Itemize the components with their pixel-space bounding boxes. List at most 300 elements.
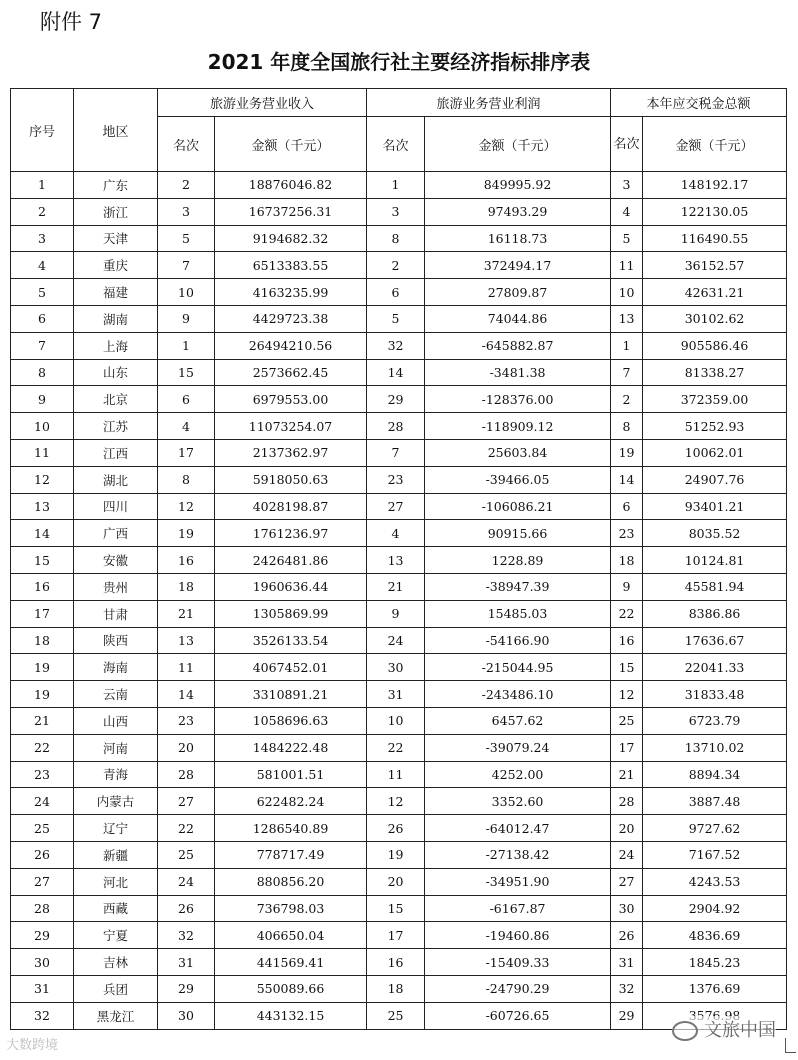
cell-seq: 4 (11, 252, 74, 279)
cell-rev-rank: 20 (158, 734, 215, 761)
cell-tax-amount: 4836.69 (643, 922, 787, 949)
cell-rev-rank: 31 (158, 949, 215, 976)
cell-rev-rank: 16 (158, 547, 215, 574)
header-revenue-rank: 名次 (158, 117, 215, 172)
cell-seq: 1 (11, 172, 74, 199)
cell-profit-amount: -6167.87 (425, 895, 611, 922)
cell-rev-amount: 581001.51 (215, 761, 367, 788)
cell-profit-amount: -64012.47 (425, 815, 611, 842)
cell-tax-amount: 9727.62 (643, 815, 787, 842)
cell-seq: 16 (11, 573, 74, 600)
cell-region: 海南 (74, 654, 158, 681)
cell-region: 四川 (74, 493, 158, 520)
cell-profit-amount: -3481.38 (425, 359, 611, 386)
cell-tax-amount: 6723.79 (643, 707, 787, 734)
cell-rev-rank: 9 (158, 305, 215, 332)
cell-region: 山东 (74, 359, 158, 386)
cell-region: 青海 (74, 761, 158, 788)
cell-tax-rank: 4 (611, 198, 643, 225)
cell-seq: 19 (11, 681, 74, 708)
cell-profit-amount: 6457.62 (425, 707, 611, 734)
cell-tax-rank: 17 (611, 734, 643, 761)
cell-profit-amount: 74044.86 (425, 305, 611, 332)
table-row (11, 761, 787, 788)
cell-profit-rank: 7 (367, 439, 425, 466)
cell-profit-amount: -128376.00 (425, 386, 611, 413)
cell-seq: 29 (11, 922, 74, 949)
cell-seq: 2 (11, 198, 74, 225)
cell-seq: 24 (11, 788, 74, 815)
cell-rev-amount: 3526133.54 (215, 627, 367, 654)
watermark-left: 大数跨境 (6, 1038, 59, 1053)
cell-seq: 5 (11, 279, 74, 306)
cell-profit-rank: 10 (367, 707, 425, 734)
cell-tax-amount: 8386.86 (643, 600, 787, 627)
cell-tax-amount: 122130.05 (643, 198, 787, 225)
corner-mark (785, 1038, 796, 1053)
table-row (11, 198, 787, 225)
cell-rev-amount: 406650.04 (215, 922, 367, 949)
table-row (11, 788, 787, 815)
cell-profit-rank: 18 (367, 975, 425, 1002)
cell-tax-rank: 9 (611, 573, 643, 600)
table-row (11, 734, 787, 761)
cell-rev-amount: 441569.41 (215, 949, 367, 976)
table-row (11, 975, 787, 1002)
cell-profit-rank: 22 (367, 734, 425, 761)
cell-profit-rank: 14 (367, 359, 425, 386)
cell-seq: 30 (11, 949, 74, 976)
table-row (11, 466, 787, 493)
cell-region: 江苏 (74, 413, 158, 440)
cell-profit-rank: 29 (367, 386, 425, 413)
cell-tax-rank: 6 (611, 493, 643, 520)
cell-rev-rank: 12 (158, 493, 215, 520)
table-row (11, 627, 787, 654)
cell-profit-rank: 24 (367, 627, 425, 654)
cell-tax-amount: 93401.21 (643, 493, 787, 520)
cell-profit-amount: -118909.12 (425, 413, 611, 440)
cell-rev-amount: 2573662.45 (215, 359, 367, 386)
table-row (11, 305, 787, 332)
cell-tax-amount: 4243.53 (643, 868, 787, 895)
cell-seq: 19 (11, 654, 74, 681)
cell-rev-rank: 29 (158, 975, 215, 1002)
header-region: 地区 (74, 89, 158, 172)
cell-profit-amount: 1228.89 (425, 547, 611, 574)
cell-rev-rank: 5 (158, 225, 215, 252)
cell-seq: 17 (11, 600, 74, 627)
cell-profit-amount: -39079.24 (425, 734, 611, 761)
cell-tax-rank: 22 (611, 600, 643, 627)
cell-rev-amount: 5918050.63 (215, 466, 367, 493)
attachment-label: 附件 7 (40, 10, 103, 34)
cell-rev-amount: 1761236.97 (215, 520, 367, 547)
cell-region: 河北 (74, 868, 158, 895)
header-group-profit: 旅游业务营业利润 (367, 89, 611, 117)
wechat-icon (672, 1021, 698, 1041)
cell-region: 兵团 (74, 975, 158, 1002)
cell-tax-amount: 148192.17 (643, 172, 787, 199)
cell-rev-rank: 21 (158, 600, 215, 627)
cell-tax-amount: 1845.23 (643, 949, 787, 976)
cell-tax-amount: 1376.69 (643, 975, 787, 1002)
cell-tax-rank: 16 (611, 627, 643, 654)
cell-profit-rank: 9 (367, 600, 425, 627)
cell-profit-amount: -19460.86 (425, 922, 611, 949)
cell-seq: 25 (11, 815, 74, 842)
cell-rev-amount: 26494210.56 (215, 332, 367, 359)
cell-seq: 15 (11, 547, 74, 574)
cell-tax-rank: 29 (611, 1002, 643, 1029)
table-row (11, 225, 787, 252)
table-row (11, 949, 787, 976)
cell-rev-amount: 880856.20 (215, 868, 367, 895)
cell-profit-rank: 19 (367, 841, 425, 868)
page-title: 2021 年度全国旅行社主要经济指标排序表 (207, 50, 591, 74)
cell-tax-rank: 26 (611, 922, 643, 949)
cell-rev-rank: 2 (158, 172, 215, 199)
cell-tax-amount: 36152.57 (643, 252, 787, 279)
cell-region: 吉林 (74, 949, 158, 976)
cell-region: 天津 (74, 225, 158, 252)
table-row (11, 681, 787, 708)
cell-profit-rank: 15 (367, 895, 425, 922)
cell-profit-amount: -215044.95 (425, 654, 611, 681)
cell-rev-amount: 6979553.00 (215, 386, 367, 413)
cell-tax-rank: 5 (611, 225, 643, 252)
table-row (11, 1002, 787, 1029)
table-row (11, 707, 787, 734)
cell-seq: 26 (11, 841, 74, 868)
cell-profit-amount: 15485.03 (425, 600, 611, 627)
cell-seq: 7 (11, 332, 74, 359)
cell-tax-amount: 10124.81 (643, 547, 787, 574)
header-row-groups (11, 89, 787, 117)
cell-rev-rank: 28 (158, 761, 215, 788)
cell-region: 甘肃 (74, 600, 158, 627)
cell-tax-rank: 14 (611, 466, 643, 493)
cell-profit-amount: 849995.92 (425, 172, 611, 199)
cell-tax-rank: 25 (611, 707, 643, 734)
cell-seq: 9 (11, 386, 74, 413)
cell-tax-rank: 8 (611, 413, 643, 440)
cell-seq: 8 (11, 359, 74, 386)
cell-profit-amount: 97493.29 (425, 198, 611, 225)
cell-region: 上海 (74, 332, 158, 359)
cell-tax-rank: 13 (611, 305, 643, 332)
cell-seq: 13 (11, 493, 74, 520)
cell-seq: 23 (11, 761, 74, 788)
cell-tax-amount: 7167.52 (643, 841, 787, 868)
table-row (11, 922, 787, 949)
cell-tax-rank: 10 (611, 279, 643, 306)
cell-seq: 14 (11, 520, 74, 547)
cell-seq: 10 (11, 413, 74, 440)
cell-profit-rank: 4 (367, 520, 425, 547)
cell-tax-amount: 116490.55 (643, 225, 787, 252)
cell-region: 广西 (74, 520, 158, 547)
cell-tax-amount: 30102.62 (643, 305, 787, 332)
table-row (11, 439, 787, 466)
cell-seq: 21 (11, 707, 74, 734)
cell-tax-rank: 15 (611, 654, 643, 681)
cell-region: 辽宁 (74, 815, 158, 842)
cell-profit-amount: -27138.42 (425, 841, 611, 868)
cell-profit-amount: 90915.66 (425, 520, 611, 547)
cell-tax-amount: 81338.27 (643, 359, 787, 386)
cell-rev-amount: 2137362.97 (215, 439, 367, 466)
cell-region: 北京 (74, 386, 158, 413)
cell-seq: 3 (11, 225, 74, 252)
cell-rev-amount: 4067452.01 (215, 654, 367, 681)
cell-rev-amount: 4028198.87 (215, 493, 367, 520)
cell-rev-amount: 443132.15 (215, 1002, 367, 1029)
cell-tax-amount: 2904.92 (643, 895, 787, 922)
cell-tax-amount: 13710.02 (643, 734, 787, 761)
cell-tax-rank: 18 (611, 547, 643, 574)
cell-rev-amount: 736798.03 (215, 895, 367, 922)
table-row (11, 279, 787, 306)
table-row (11, 386, 787, 413)
cell-tax-amount: 8894.34 (643, 761, 787, 788)
header-revenue-amount: 金额（千元） (215, 117, 367, 172)
cell-profit-rank: 28 (367, 413, 425, 440)
cell-profit-rank: 30 (367, 654, 425, 681)
cell-region: 宁夏 (74, 922, 158, 949)
cell-profit-rank: 21 (367, 573, 425, 600)
cell-profit-rank: 17 (367, 922, 425, 949)
cell-region: 山西 (74, 707, 158, 734)
cell-rev-rank: 4 (158, 413, 215, 440)
cell-seq: 27 (11, 868, 74, 895)
cell-seq: 28 (11, 895, 74, 922)
cell-tax-rank: 32 (611, 975, 643, 1002)
cell-rev-amount: 4163235.99 (215, 279, 367, 306)
cell-profit-rank: 1 (367, 172, 425, 199)
cell-profit-rank: 3 (367, 198, 425, 225)
table-row (11, 895, 787, 922)
table-row (11, 413, 787, 440)
cell-region: 江西 (74, 439, 158, 466)
cell-tax-amount: 8035.52 (643, 520, 787, 547)
header-group-revenue: 旅游业务营业收入 (158, 89, 367, 117)
cell-rev-rank: 1 (158, 332, 215, 359)
cell-rev-rank: 14 (158, 681, 215, 708)
cell-rev-rank: 19 (158, 520, 215, 547)
cell-rev-amount: 622482.24 (215, 788, 367, 815)
cell-rev-rank: 7 (158, 252, 215, 279)
cell-profit-amount: -645882.87 (425, 332, 611, 359)
header-tax-amount: 金额（千元） (643, 117, 787, 172)
economic-indicator-table (10, 88, 787, 1030)
cell-profit-amount: 25603.84 (425, 439, 611, 466)
cell-tax-amount: 24907.76 (643, 466, 787, 493)
cell-profit-rank: 23 (367, 466, 425, 493)
cell-rev-amount: 2426481.86 (215, 547, 367, 574)
cell-tax-amount: 905586.46 (643, 332, 787, 359)
cell-profit-rank: 12 (367, 788, 425, 815)
cell-tax-amount: 51252.93 (643, 413, 787, 440)
cell-profit-rank: 26 (367, 815, 425, 842)
cell-tax-rank: 30 (611, 895, 643, 922)
cell-rev-rank: 10 (158, 279, 215, 306)
cell-rev-amount: 6513383.55 (215, 252, 367, 279)
table-row (11, 573, 787, 600)
cell-profit-rank: 2 (367, 252, 425, 279)
watermark-right-text: 文旅中国 (704, 1020, 776, 1041)
cell-profit-rank: 20 (367, 868, 425, 895)
cell-profit-rank: 32 (367, 332, 425, 359)
cell-tax-rank: 24 (611, 841, 643, 868)
cell-rev-rank: 11 (158, 654, 215, 681)
cell-rev-amount: 9194682.32 (215, 225, 367, 252)
cell-profit-amount: -106086.21 (425, 493, 611, 520)
cell-profit-amount: -24790.29 (425, 975, 611, 1002)
cell-rev-rank: 24 (158, 868, 215, 895)
cell-seq: 31 (11, 975, 74, 1002)
cell-region: 浙江 (74, 198, 158, 225)
cell-region: 云南 (74, 681, 158, 708)
cell-rev-rank: 15 (158, 359, 215, 386)
cell-tax-rank: 1 (611, 332, 643, 359)
cell-region: 福建 (74, 279, 158, 306)
cell-region: 黑龙江 (74, 1002, 158, 1029)
cell-profit-amount: 3352.60 (425, 788, 611, 815)
cell-tax-rank: 19 (611, 439, 643, 466)
cell-tax-rank: 12 (611, 681, 643, 708)
cell-region: 内蒙古 (74, 788, 158, 815)
cell-tax-amount: 31833.48 (643, 681, 787, 708)
header-profit-rank: 名次 (367, 117, 425, 172)
table-row (11, 520, 787, 547)
cell-profit-amount: -39466.05 (425, 466, 611, 493)
cell-profit-amount: 4252.00 (425, 761, 611, 788)
cell-tax-rank: 28 (611, 788, 643, 815)
cell-tax-amount: 17636.67 (643, 627, 787, 654)
cell-profit-rank: 11 (367, 761, 425, 788)
cell-profit-rank: 16 (367, 949, 425, 976)
table-row (11, 600, 787, 627)
cell-region: 重庆 (74, 252, 158, 279)
cell-seq: 11 (11, 439, 74, 466)
cell-rev-amount: 550089.66 (215, 975, 367, 1002)
cell-rev-rank: 13 (158, 627, 215, 654)
cell-profit-amount: -60726.65 (425, 1002, 611, 1029)
cell-region: 广东 (74, 172, 158, 199)
cell-profit-amount: -243486.10 (425, 681, 611, 708)
cell-seq: 18 (11, 627, 74, 654)
cell-profit-rank: 5 (367, 305, 425, 332)
cell-rev-amount: 16737256.31 (215, 198, 367, 225)
cell-profit-rank: 31 (367, 681, 425, 708)
header-group-tax: 本年应交税金总额 (611, 89, 787, 117)
cell-region: 贵州 (74, 573, 158, 600)
cell-seq: 22 (11, 734, 74, 761)
cell-tax-rank: 21 (611, 761, 643, 788)
header-seq: 序号 (11, 89, 74, 172)
cell-profit-amount: 372494.17 (425, 252, 611, 279)
cell-profit-rank: 6 (367, 279, 425, 306)
cell-tax-rank: 3 (611, 172, 643, 199)
cell-rev-rank: 23 (158, 707, 215, 734)
cell-profit-rank: 27 (367, 493, 425, 520)
cell-region: 陕西 (74, 627, 158, 654)
cell-rev-rank: 32 (158, 922, 215, 949)
cell-rev-amount: 4429723.38 (215, 305, 367, 332)
cell-profit-amount: -54166.90 (425, 627, 611, 654)
cell-profit-amount: 16118.73 (425, 225, 611, 252)
cell-rev-rank: 25 (158, 841, 215, 868)
cell-tax-rank: 31 (611, 949, 643, 976)
header-tax-rank: 名次 (611, 117, 643, 172)
table-row (11, 815, 787, 842)
table-body (11, 172, 787, 1030)
cell-tax-amount: 10062.01 (643, 439, 787, 466)
cell-rev-rank: 3 (158, 198, 215, 225)
watermark-right (672, 1016, 776, 1042)
cell-rev-rank: 22 (158, 815, 215, 842)
cell-region: 安徽 (74, 547, 158, 574)
cell-rev-amount: 1305869.99 (215, 600, 367, 627)
cell-tax-amount: 42631.21 (643, 279, 787, 306)
cell-rev-rank: 30 (158, 1002, 215, 1029)
cell-rev-amount: 1058696.63 (215, 707, 367, 734)
table-row (11, 332, 787, 359)
cell-rev-rank: 6 (158, 386, 215, 413)
cell-tax-amount: 3887.48 (643, 788, 787, 815)
cell-region: 新疆 (74, 841, 158, 868)
cell-tax-amount: 45581.94 (643, 573, 787, 600)
table-row (11, 868, 787, 895)
cell-tax-rank: 20 (611, 815, 643, 842)
cell-profit-amount: -34951.90 (425, 868, 611, 895)
cell-profit-amount: -38947.39 (425, 573, 611, 600)
cell-rev-rank: 8 (158, 466, 215, 493)
cell-region: 西藏 (74, 895, 158, 922)
cell-rev-rank: 17 (158, 439, 215, 466)
cell-tax-amount: 22041.33 (643, 654, 787, 681)
cell-region: 河南 (74, 734, 158, 761)
cell-rev-amount: 11073254.07 (215, 413, 367, 440)
cell-profit-amount: 27809.87 (425, 279, 611, 306)
table-row (11, 493, 787, 520)
cell-profit-rank: 13 (367, 547, 425, 574)
table-row (11, 654, 787, 681)
cell-region: 湖南 (74, 305, 158, 332)
cell-rev-rank: 26 (158, 895, 215, 922)
cell-tax-rank: 7 (611, 359, 643, 386)
cell-profit-rank: 25 (367, 1002, 425, 1029)
cell-tax-rank: 11 (611, 252, 643, 279)
cell-rev-rank: 18 (158, 573, 215, 600)
cell-rev-amount: 18876046.82 (215, 172, 367, 199)
cell-tax-rank: 27 (611, 868, 643, 895)
cell-profit-amount: -15409.33 (425, 949, 611, 976)
cell-rev-amount: 778717.49 (215, 841, 367, 868)
cell-rev-amount: 1484222.48 (215, 734, 367, 761)
cell-seq: 12 (11, 466, 74, 493)
cell-rev-amount: 1960636.44 (215, 573, 367, 600)
table-row (11, 841, 787, 868)
cell-region: 湖北 (74, 466, 158, 493)
header-profit-amount: 金额（千元） (425, 117, 611, 172)
cell-profit-rank: 8 (367, 225, 425, 252)
cell-tax-amount: 372359.00 (643, 386, 787, 413)
cell-seq: 6 (11, 305, 74, 332)
cell-tax-rank: 2 (611, 386, 643, 413)
table-row (11, 172, 787, 199)
